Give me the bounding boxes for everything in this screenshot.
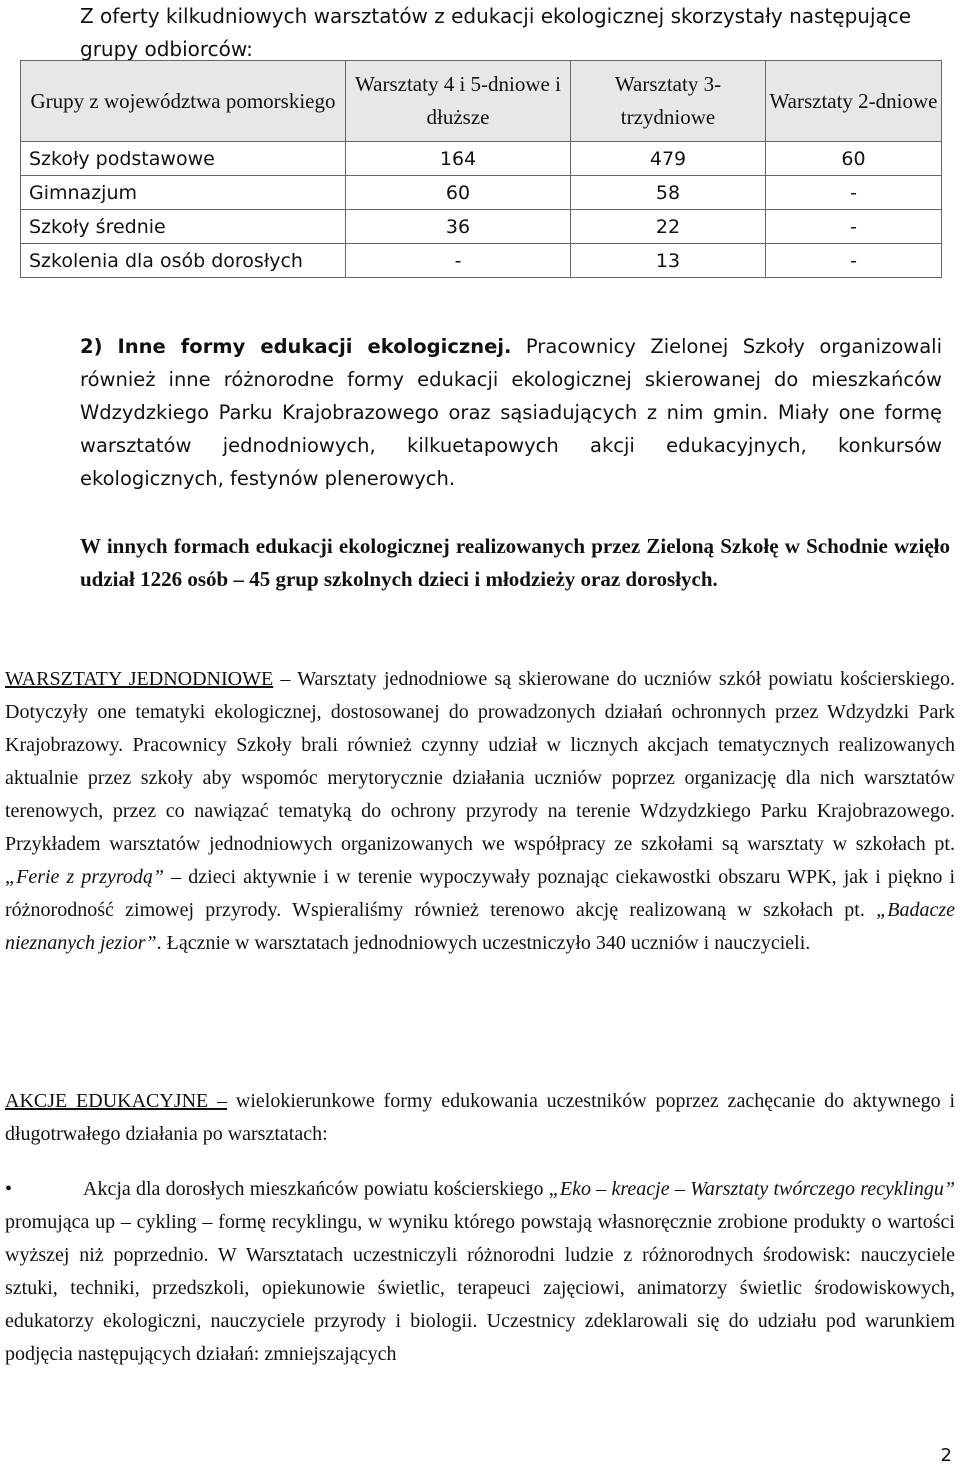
table-cell: - <box>766 210 942 244</box>
table-header: Warsztaty 4 i 5-dniowe i dłuższe <box>346 61 571 142</box>
section-one-day-workshops <box>5 663 955 960</box>
intro-text: Z oferty kilkudniowych warsztatów z edukacji ekologicznej skorzystały następujące grupy odbiorców: <box>80 4 912 61</box>
table-cell: Szkoły średnie <box>21 210 346 244</box>
table-header: Grupy z województwa pomorskiego <box>21 61 346 142</box>
table-cell: 60 <box>346 176 571 210</box>
page-number: 2 <box>940 1445 952 1466</box>
section-heading: WARSZTATY JEDNODNIOWE <box>5 668 274 690</box>
section-body: wielokierunkowe formy edukowania uczestników poprzez zachęcanie do aktywnego i długotrwałego działania po warsztatach: <box>5 1090 956 1145</box>
table-cell: 479 <box>571 142 766 176</box>
table-cell: Szkolenia dla osób dorosłych <box>21 244 346 278</box>
table-row <box>21 176 942 210</box>
section-body: . Łącznie w warsztatach jednodniowych uczestniczyło 340 uczniów i nauczycieli. <box>156 932 811 954</box>
table-cell: 36 <box>346 210 571 244</box>
table-header-row <box>21 61 942 142</box>
table-row <box>21 210 942 244</box>
table-cell: Gimnazjum <box>21 176 346 210</box>
table-row <box>21 244 942 278</box>
section-other-forms <box>80 330 942 495</box>
table-cell: 60 <box>766 142 942 176</box>
table-cell: 58 <box>571 176 766 210</box>
table-row <box>21 142 942 176</box>
section-educational-actions <box>5 1085 955 1151</box>
table-cell: - <box>766 244 942 278</box>
section-body: – dzieci aktywnie i w terenie wypoczywały poznając ciekawostki obszaru WPK, jak i piękno i różnorodność zimowej przyrody. Wspieraliśmy również terenowo akcję realizowaną w szkołach pt. <box>5 866 956 921</box>
section-body: promująca up – cykling – formę recyklingu, w wyniku którego powstają własnoręcznie zrobione produkty o wartości wyższej niż poprzednio. W Warsztatach uczestniczyli różnorodni ludzie z różnorodnych środowisk: nauczyciele sztuki, techniki, przedszkoli, opiekunowie świetlic, terapeuci zajęciowi, animatorzy świetlic środowiskowych, edukatorzy ekologiczni, nauczyciele przyrody i biologii. Uczestnicy zdeklarowali się do udziału pod warunkiem podjęcia następujących działań: zmniejszających <box>5 1211 955 1365</box>
table-cell: 164 <box>346 142 571 176</box>
section-body: Pracownicy Zielonej Szkoły organizowali również inne różnorodne formy edukacji ekologicznej skierowanej do mieszkańców Wdzydzkiego Parku Krajobrazowego oraz sąsiadujących z nim gmin. Miały one formę warsztatów jednodniowych, kilkuetapowych akcji edukacyjnych, konkursów ekologicznych, festynów plenerowych. <box>80 335 942 490</box>
workshop-title: „Ferie z przyrodą” <box>5 866 165 888</box>
workshop-table <box>20 60 942 278</box>
table-cell: 22 <box>571 210 766 244</box>
workshop-title: „Eko – kreacje – Warsztaty twórczego recyklingu” <box>548 1178 955 1200</box>
workshop-title: „Badacze nieznanych jezior” <box>5 899 955 954</box>
section-heading: 2) Inne formy edukacji ekologicznej. <box>80 335 512 358</box>
section-heading: AKCJE EDUKACYJNE – <box>5 1090 228 1112</box>
section-body: Akcja dla dorosłych mieszkańców powiatu kościerskiego <box>83 1178 549 1200</box>
bullet-item <box>5 1173 955 1371</box>
section-body: – Warsztaty jednodniowe są skierowane do uczniów szkół powiatu kościerskiego. Dotyczyły one tematyki ekologicznej, dostosowanej do prowadzonych działań ochronnych przez Wdzydzki Park Krajobrazowy. Pracownicy Szkoły brali również czynny udział w licznych akcjach tematycznych realizowanych aktualnie przez szkoły aby wspomóc merytorycznie działania uczniów poprzez organizację dla nich warsztatów terenowych, przez co nawiązać tematyką do ochrony przyrody na terenie Wdzydzkiego Parku Krajobrazowego. Przykładem warsztatów jednodniowych organizowanych we współpracy ze szkołami są warsztaty w szkołach pt. <box>5 668 955 855</box>
table-cell: - <box>766 176 942 210</box>
section-summary: W innych formach edukacji ekologicznej realizowanych przez Zieloną Szkołę w Schodnie wzięło udział 1226 osób – 45 grup szkolnych dzieci i młodzieży oraz dorosłych. <box>80 534 950 591</box>
table-cell: 13 <box>571 244 766 278</box>
table-header: Warsztaty 2-dniowe <box>766 61 942 142</box>
bullet-icon: • <box>5 1178 13 1200</box>
table-header: Warsztaty 3-trzydniowe <box>571 61 766 142</box>
table-cell: Szkoły podstawowe <box>21 142 346 176</box>
table-cell: - <box>346 244 571 278</box>
